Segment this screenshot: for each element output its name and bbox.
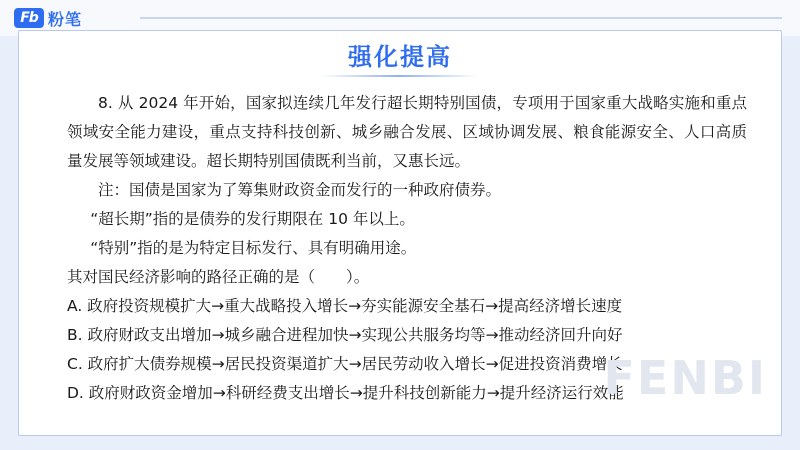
- logo-mark-icon: Fb: [14, 8, 44, 28]
- option-b: B. 政府财政支出增加→城乡融合进程加快→实现公共服务均等→推动经济回升向好: [67, 326, 623, 344]
- note-line-3: “特别”指的是为特定目标发行、具有明确用途。: [90, 239, 417, 257]
- option-c: C. 政府扩大债券规模→居民投资渠道扩大→居民劳动收入增长→促进投资消费增长: [67, 355, 623, 373]
- note-line-1: 注：国债是国家为了筹集财政资金而发行的一种政府债券。: [98, 181, 502, 199]
- slide-title: 强化提高: [348, 43, 452, 71]
- header-divider: [140, 17, 782, 19]
- logo-text: 粉笔: [48, 9, 83, 29]
- question-stem: 8. 从 2024 年开始，国家拟连续几年发行超长期特别国债，专项用于国家重大战略实施和重点领域安全能力建设，重点支持科技创新、城乡融合发展、区域协调发展、粮食能源安全、人口高质量发展等领域建设。超长期特别国债既利当前，又惠长远。: [67, 94, 747, 170]
- title-underline: [319, 75, 479, 77]
- question-prompt: 其对国民经济影响的路径正确的是（ ）。: [67, 268, 370, 286]
- note-line-2: “超长期”指的是债券的发行期限在 10 年以上。: [90, 210, 415, 228]
- option-d: D. 政府财政资金增加→科研经费支出增长→提升科技创新能力→提升经济运行效能: [67, 384, 624, 402]
- option-a: A. 政府投资规模扩大→重大战略投入增长→夯实能源安全基石→提高经济增长速度: [67, 297, 623, 315]
- slide-card: [18, 30, 782, 436]
- watermark: FENBI: [603, 351, 767, 405]
- brand-logo: [14, 6, 82, 30]
